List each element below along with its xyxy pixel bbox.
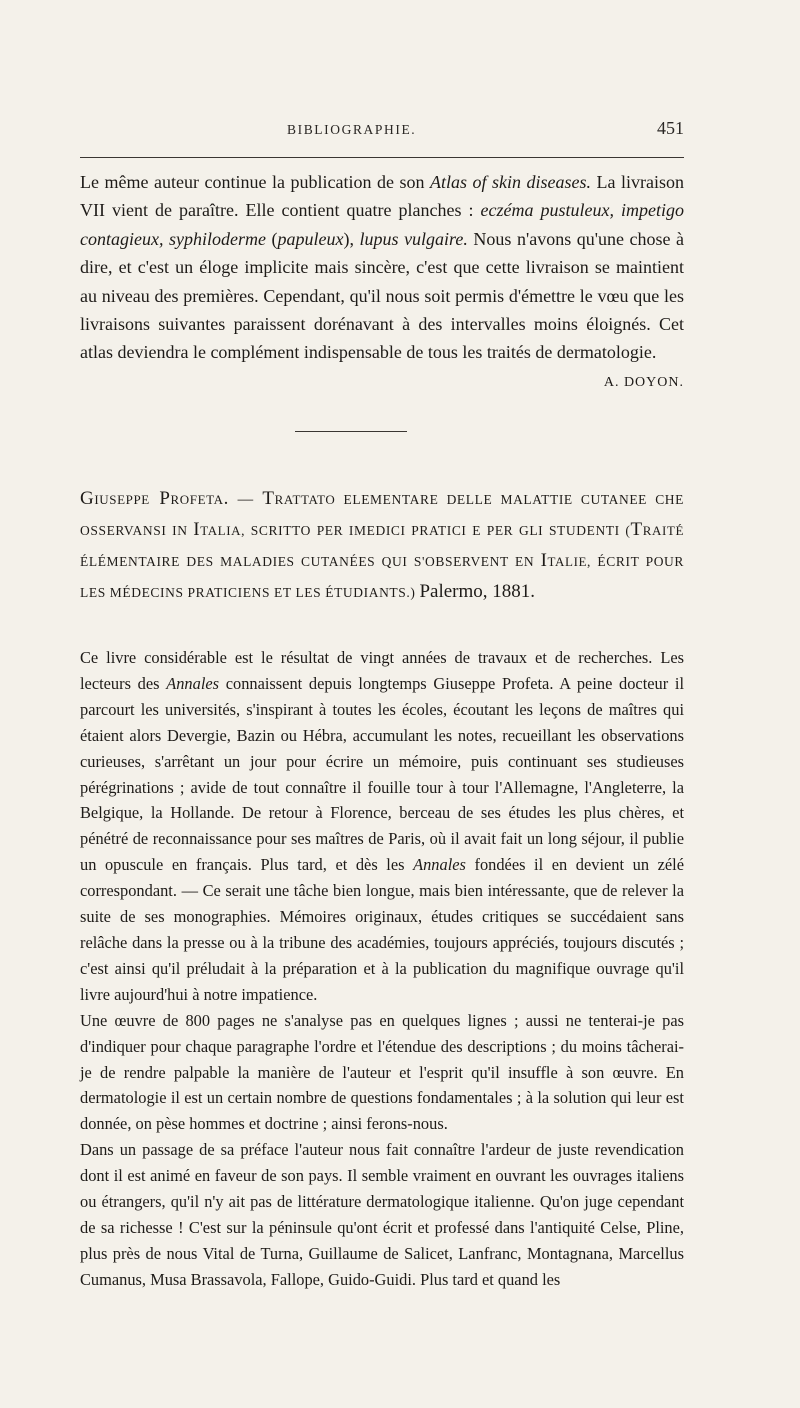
entry-title-traite: Traité xyxy=(630,519,685,540)
page-number: 451 xyxy=(657,118,684,138)
review-paragraph-1 xyxy=(80,645,684,1008)
review-profeta xyxy=(80,645,684,1293)
section-divider xyxy=(295,431,407,432)
journal-title-annales: Annales xyxy=(413,855,466,875)
entry-author: Giuseppe Profeta. xyxy=(80,488,229,509)
review-text: La livraison VII vient de paraître. Elle contient quatre planches : xyxy=(80,172,684,221)
entry-title-first-word: Trattato xyxy=(262,488,336,509)
entry-title-italian-rest: , SCRITTO PER IMEDICI PRATICI E PER GLI STUDENTI ( xyxy=(241,523,631,538)
review-paragraph xyxy=(80,168,685,390)
review-text: Le même auteur continue la publication de son xyxy=(80,172,430,192)
review-text: connaissent depuis longtemps Giuseppe Profeta. A peine docteur il parcourt les universités, s'inspirant à toutes les écoles, écoutant les leçons de maîtres qui étaient alors Devergie, Bazin ou Hébra, accumulant les notes, recueillant les observations curieuses, s'arrêtant un jour pour écrire un mémoire, puis continuant ses studieuses pérégrinations ; avide de tout connaître il fouille tour à tour l'Allemagne, l'Angleterre, la Belgique, la Hollande. De retour à Florence, berceau de ses études les plus chères, et pénétré de reconnaissance pour ses maîtres de Paris, où il avait fait un long séjour, il publie un opuscule en français. Plus tard, et dès les xyxy=(80,673,684,875)
entry-title-italie: Italie xyxy=(540,550,588,571)
review-text: ( xyxy=(265,228,278,249)
entry-title-italia: Italia xyxy=(193,519,242,540)
review-atlas-of-skin-diseases xyxy=(80,168,684,397)
bibliographic-entry xyxy=(80,484,684,608)
journal-title-annales: Annales xyxy=(166,673,220,693)
page-header xyxy=(80,118,684,146)
review-signature: A. DOYON. xyxy=(603,374,684,390)
entry-title-french: ÉLÉMENTAIRE DES MALADIES CUTANÉES QUI S'OBSERVENT EN xyxy=(80,554,541,569)
book-title-atlas: Atlas of skin diseases. xyxy=(429,172,591,192)
entry-dash: — xyxy=(228,491,263,508)
plate-title-lupus: lupus vulgaire. xyxy=(359,228,468,249)
header-rule xyxy=(80,157,684,158)
plate-title-papuleux: papuleux xyxy=(277,228,344,249)
review-paragraph-2: Une œuvre de 800 pages ne s'analyse pas en quelques lignes ; aussi ne tenterai-je pas d'indiquer pour chaque paragraphe l'ordre et l'étendue des descriptions ; du moins tâcherai-je de rendre palpable la manière de l'auteur et l'esprit qu'il insuffle à son œuvre. En dermatologie il est un certain nombre de questions fondamentales ; à la solution qui leur est donnée, on pèse hommes et doctrine ; ainsi ferons-nous. xyxy=(80,1010,684,1134)
plate-titles: eczéma pustuleux, impetigo contagieux, syphiloderme xyxy=(80,200,685,249)
review-text: Nous n'avons qu'une chose à dire, et c'est un éloge implicite mais sincère, c'est que cette livraison se maintient au niveau des premières. Cependant, qu'il nous soit permis d'émettre le vœu que les livraisons suivantes paraissent dorénavant à des intervalles moins éloignés. Cet atlas deviendra le complément indispensable de tous les traités de dermatologie. xyxy=(80,228,684,363)
review-text: Ce livre considérable est le résultat de vingt années de travaux et de recherches. Les lecteurs des xyxy=(80,648,684,693)
review-paragraph-3: Dans un passage de sa préface l'auteur nous fait connaître l'ardeur de juste revendication dont il est animé en faveur de son pays. Il semble vraiment en ouvrant les ouvrages italiens ou étrangers, qu'il n'y ait pas de littérature dermatologique italienne. Qu'on juge cependant de sa richesse ! C'est sur la péninsule qu'ont écrit et professé dans l'antiquité Celse, Pline, plus près de nous Vital de Turna, Guillaume de Salicet, Lanfranc, Montagnana, Marcellus Cumanus, Musa Brassavola, Fallope, Guido-Guidi. Plus tard et quand les xyxy=(80,1140,684,1289)
review-text: fondées il en devient un zélé correspondant. — Ce serait une tâche bien longue, mais bien intéressante, que de relever la suite de ses monographies. Mémoires originaux, études critiques se succédaient sans relâche dans la presse ou à la tribune des académies, toujours appréciés, toujours discutés ; c'est ainsi qu'il préludait à la préparation et à la publication du magnifique ouvrage qu'il livre aujourd'hui à notre impatience. xyxy=(80,855,684,1004)
review-text: ), xyxy=(343,228,360,249)
entry-title-italian: ELEMENTARE DELLE MALATTIE CUTANEE CHE OSSERVANSI IN xyxy=(80,492,684,538)
entry-place-year: Palermo, 1881. xyxy=(419,581,536,602)
entry-title-french-rest: , ÉCRIT POUR LES MÉDECINS PRATICIENS ET LES ÉTUDIANTS.) xyxy=(80,554,684,600)
running-head: BIBLIOGRAPHIE. xyxy=(287,122,417,137)
